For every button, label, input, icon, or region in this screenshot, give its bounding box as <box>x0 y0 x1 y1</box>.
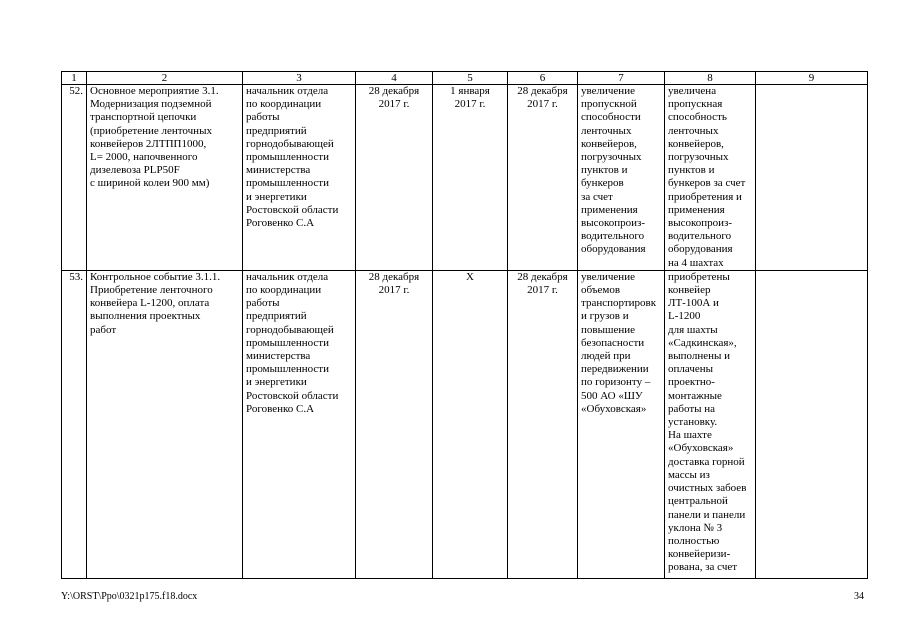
responsible-cell: начальник отдела по координации работы предприятий горнодобывающей промышленности министерства промышленности и энергетики Ростовской области Роговенко С.А <box>243 85 356 271</box>
monitoring-table <box>61 71 868 579</box>
column-header: 7 <box>578 72 665 85</box>
table-row <box>62 85 868 271</box>
column-header: 4 <box>356 72 433 85</box>
column-header: 3 <box>243 72 356 85</box>
row-number: 53. <box>62 270 87 578</box>
table-row <box>62 270 868 578</box>
plan-end-date-cell: 28 декабря 2017 г. <box>508 85 578 271</box>
column-9-cell <box>756 85 868 271</box>
column-header: 2 <box>87 72 243 85</box>
event-name-cell: Основное мероприятие 3.1. Модернизация подземной транспортной цепочки (приобретение ленточных конвейеров 2ЛТПП1000, L= 2000, напочвенного дизелевоза PLP50F с шириной колеи 900 мм) <box>87 85 243 271</box>
footer-file-path: Y:\ORST\Ppo\0321p175.f18.docx <box>61 591 198 602</box>
actual-start-date-cell: Х <box>433 270 508 578</box>
column-header: 1 <box>62 72 87 85</box>
plan-end-date-cell: 28 декабря 2017 г. <box>508 270 578 578</box>
expected-result-cell: увеличение объемов транспортировк и грузов и повышение безопасности людей при передвижении по горизонту – 500 АО «ШУ «Обуховская» <box>578 270 665 578</box>
row-number: 52. <box>62 85 87 271</box>
expected-result-cell: увеличение пропускной способности ленточных конвейеров, погрузочных пунктов и бункеров за счет применения высокопроиз- водительного оборудования <box>578 85 665 271</box>
plan-start-date-cell: 28 декабря 2017 г. <box>356 270 433 578</box>
column-number-header-row <box>62 72 868 85</box>
column-header: 9 <box>756 72 868 85</box>
actual-result-cell: приобретены конвейер ЛТ-100А и L-1200 для шахты «Садкинская», выполнены и оплачены проектно- монтажные работы на установку. На шахте «Обуховская» доставка горной массы из очистных забоев центральной панели и панели уклона № 3 полностью конвейеризи- рована, за счет <box>665 270 756 578</box>
column-header: 5 <box>433 72 508 85</box>
column-9-cell <box>756 270 868 578</box>
actual-result-cell: увеличена пропускная способность ленточных конвейеров, погрузочных пунктов и бункеров за счет приобретения и применения высокопроиз- водительного оборудования на 4 шахтах <box>665 85 756 271</box>
page-number: 34 <box>854 591 864 602</box>
column-header: 8 <box>665 72 756 85</box>
actual-start-date-cell: 1 января 2017 г. <box>433 85 508 271</box>
plan-start-date-cell: 28 декабря 2017 г. <box>356 85 433 271</box>
column-header: 6 <box>508 72 578 85</box>
event-name-cell: Контрольное событие 3.1.1. Приобретение ленточного конвейера L-1200, оплата выполнения проектных работ <box>87 270 243 578</box>
responsible-cell: начальник отдела по координации работы предприятий горнодобывающей промышленности министерства промышленности и энергетики Ростовской области Роговенко С.А <box>243 270 356 578</box>
